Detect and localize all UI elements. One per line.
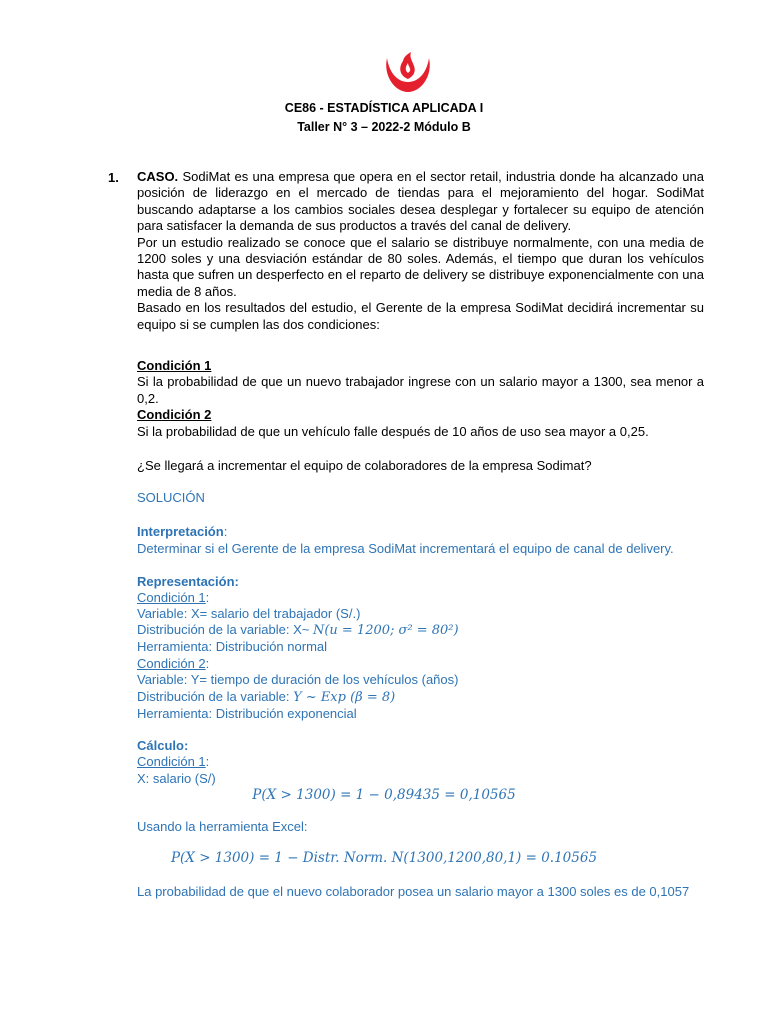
calc-condition-1: Condición 1:: [137, 754, 210, 769]
interpretation-title: Interpretación: [137, 524, 224, 539]
excel-label: Usando la herramienta Excel:: [137, 819, 308, 834]
rep-c2-dist-label: Distribución de la variable:: [137, 689, 294, 704]
case-block: [137, 169, 704, 333]
representation-title: Representación:: [137, 574, 239, 589]
rep-c1-dist-label: Distribución de la variable: X~: [137, 622, 313, 637]
solution-title: SOLUCIÓN: [137, 490, 205, 505]
formula-excel: P(X > 1300) = 1 − Distr. Norm. N(1300,1200,80,1) = 0.10565: [170, 850, 598, 866]
conclusion: La probabilidad de que el nuevo colaborador posea un salario mayor a 1300 soles es de 0,1057: [137, 884, 690, 899]
question: ¿Se llegará a incrementar el equipo de colaboradores de la empresa Sodimat?: [137, 458, 592, 473]
rep-c1-variable: Variable: X= salario del trabajador (S/.): [137, 606, 361, 621]
interpretation-heading: [137, 524, 227, 540]
rep-condition-2: Condición 2:: [137, 656, 210, 671]
formula-normal-probability: P(X > 1300) = 1 − 0,89435 = 0,10565: [252, 787, 516, 803]
rep-c2-tool: Herramienta: Distribución exponencial: [137, 706, 357, 721]
case-intro-text: SodiMat es una empresa que opera en el sector retail, industria donde ha alcanzado una posición de liderazgo en el mercado de tiendas para el mejoramiento del hogar. SodiMat buscando adaptarse a los cambios sociales desea desplegar y fortalecer su equipo de atención para satisfacer la demanda de sus productos a través del canal de delivery.: [137, 169, 704, 234]
conditions-block: [137, 358, 704, 440]
case-label: CASO.: [137, 169, 179, 184]
rep-c2-dist-formula: Y ~ Exp (β = 8): [293, 690, 396, 705]
calculation-title: Cálculo:: [137, 738, 189, 753]
condition-2-text: Si la probabilidad de que un vehículo falle después de 10 años de uso sea mayor a 0,25.: [137, 423, 649, 439]
course-title: CE86 - ESTADÍSTICA APLICADA I: [284, 101, 484, 115]
rep-condition-2-title: Condición 2: [137, 656, 206, 671]
rep-condition-1-title: Condición 1: [137, 590, 206, 605]
rep-c2-distribution: [137, 689, 395, 706]
condition-1-text: Si la probabilidad de que un nuevo trabajador ingrese con un salario mayor a 1300, sea menor a 0,2.: [137, 374, 704, 406]
interpretation-colon: :: [223, 524, 228, 539]
problem-number: 1.: [108, 170, 119, 185]
upc-flame-logo: [381, 52, 435, 94]
interpretation-text: Determinar si el Gerente de la empresa SodiMat incrementará el equipo de canal de delivery.: [137, 541, 674, 556]
rep-condition-1: Condición 1:: [137, 590, 210, 605]
rep-c1-dist-formula: N(u = 1200; σ² = 80²): [312, 623, 459, 638]
calc-variable: X: salario (S/): [137, 771, 216, 786]
workshop-title: Taller N° 3 – 2022-2 Módulo B: [297, 120, 471, 134]
case-study: Por un estudio realizado se conoce que el salario se distribuye normalmente, con una media de 1200 soles y una desviación estándar de 80 soles. Además, el tiempo que duran los vehículos hasta que sufren un desperfecto en el reparto de delivery se distribuye exponencialmente con una media de 8 años.: [137, 234, 704, 299]
condition-1-title: Condición 1: [137, 358, 212, 373]
rep-c1-distribution: [137, 622, 459, 639]
condition-2-title: Condición 2: [137, 407, 212, 423]
calc-condition-1-title: Condición 1: [137, 754, 206, 769]
case-decision: Basado en los resultados del estudio, el Gerente de la empresa SodiMat decidirá incrementar su equipo si se cumplen las dos condiciones:: [137, 300, 704, 332]
rep-c2-variable: Variable: Y= tiempo de duración de los vehículos (años): [137, 672, 459, 687]
rep-c1-tool: Herramienta: Distribución normal: [137, 639, 328, 654]
case-intro: [137, 169, 704, 235]
